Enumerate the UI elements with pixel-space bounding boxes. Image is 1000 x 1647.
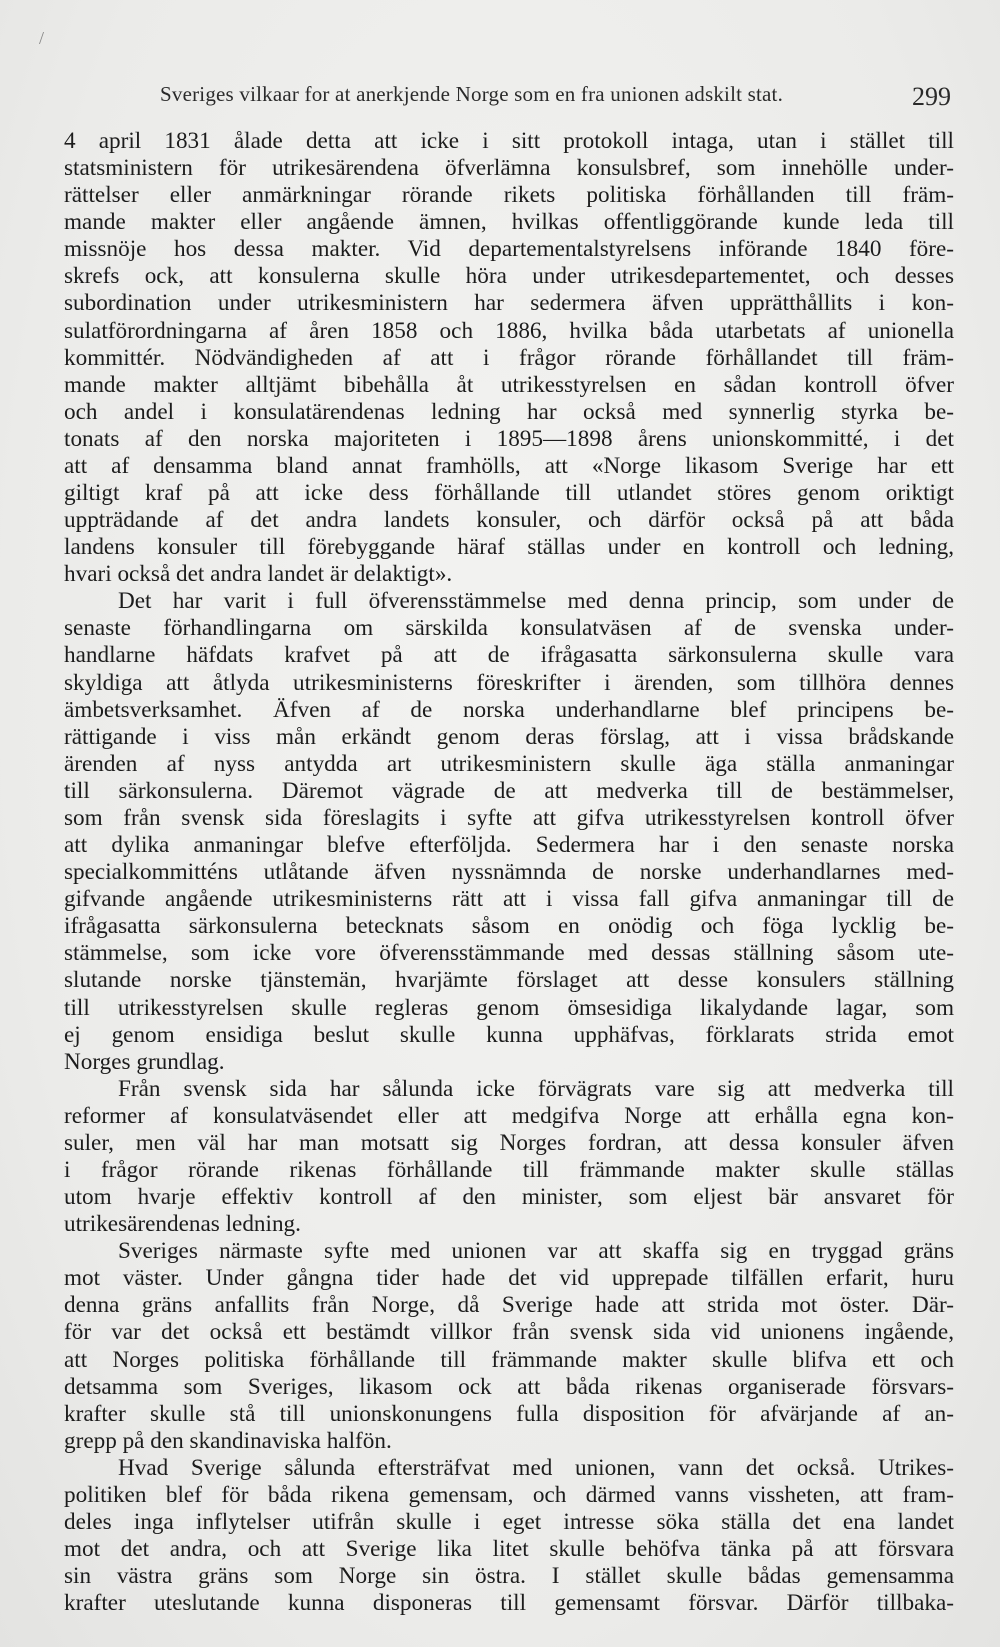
- text-line: Det har varit i full öfverensstämmelse med denna princip, som under de: [118, 588, 954, 615]
- text-line: giltigt kraf på att icke dess förhållande till utlandet störes genom oriktigt: [64, 480, 954, 507]
- text-line: krafter skulle stå till unionskonungens fulla disposition för afvärjande af an-: [64, 1400, 954, 1427]
- text-line: krafter uteslutande kunna disponeras till gemensamt försvar. Därför tillbaka-: [64, 1590, 954, 1617]
- text-line: att af densamma bland annat framhölls, att «Norge likasom Sverige har ett: [64, 452, 954, 479]
- text-line: uppträdande af det andra landets konsuler, och därför också på att båda: [64, 507, 954, 534]
- text-line: denna gräns anfallits från Norge, då Sverige hade att strida mot öster. Där-: [64, 1292, 954, 1319]
- text-line: detsamma som Sveriges, likasom ock att båda rikenas organiserade försvars-: [64, 1373, 954, 1400]
- text-line: ej genom ensidiga beslut skulle kunna upphäfvas, förklarats strida emot: [64, 1021, 954, 1048]
- running-head: Sveriges vilkaar for at anerkjende Norge som en fra unionen adskilt stat.: [160, 82, 784, 106]
- text-line: för var det också ett bestämdt villkor från svensk sida vid unionens ingående,: [64, 1319, 954, 1346]
- text-line: ärenden af nyss antydda art utrikesministern skulle äga ställa anmaningar: [64, 750, 954, 777]
- body-text: [64, 128, 954, 1617]
- text-line: i frågor rörande rikenas förhållande till främmande makter skulle ställas: [64, 1156, 954, 1183]
- text-line: ämbetsverksamhet. Äfven af de norska underhandlarne blef principens be-: [64, 696, 954, 723]
- text-line: missnöje hos dessa makter. Vid departementalstyrelsens införande 1840 före-: [64, 236, 954, 263]
- text-line: Hvad Sverige sålunda eftersträfvat med unionen, vann det också. Utrikes-: [118, 1454, 954, 1481]
- text-line: reformer af konsulatväsendet eller att medgifva Norge att erhålla egna kon-: [64, 1102, 954, 1129]
- corner-mark: /: [39, 28, 45, 48]
- text-line: som från svensk sida föreslagits i syfte att gifva utrikesstyrelsen kontroll öfver: [64, 804, 954, 831]
- text-line: stämmelse, som icke vore öfverensstämmande med dessas ställning såsom ute-: [64, 940, 954, 967]
- text-line: hvari också det andra landet är delaktigt».: [64, 561, 453, 588]
- text-line: 4 april 1831 ålade detta att icke i sitt protokoll intaga, utan i stället till: [64, 128, 954, 154]
- text-line: statsministern för utrikesärendena öfverlämna konsulsbref, som innehölle under-: [64, 155, 954, 182]
- text-line: slutande norske tjänstemän, hvarjämte förslaget att desse konsulers ställning: [64, 967, 954, 994]
- text-line: mot väster. Under gångna tider hade det vid upprepade tilfällen erfarit, huru: [64, 1265, 954, 1292]
- text-line: senaste förhandlingarna om särskilda konsulatväsen af de svenska under-: [64, 615, 954, 642]
- text-line: handlarne häfdats krafvet på att de ifrågasatta särkonsulerna skulle vara: [64, 642, 954, 669]
- text-line: rättelser eller anmärkningar rörande rikets politiska förhållanden till främ-: [64, 182, 954, 209]
- text-line: deles inga inflytelser utifrån skulle i eget intresse söka ställa det ena landet: [64, 1508, 954, 1535]
- text-line: subordination under utrikesministern har sedermera äfven upprätthållits i kon-: [64, 290, 954, 317]
- text-line: ifrågasatta särkonsulerna betecknats såsom en onödig och föga lycklig be-: [64, 913, 954, 940]
- text-line: sin västra gräns som Norge sin östra. I stället skulle bådas gemensamma: [64, 1563, 954, 1590]
- text-line: mande makter alltjämt bibehålla åt utrikesstyrelsen en sådan kontroll öfver: [64, 371, 954, 398]
- text-line: mot det andra, och att Sverige lika litet skulle behöfva tänka på att försvara: [64, 1536, 954, 1563]
- text-line: och andel i konsulatärendenas ledning har också med synnerlig styrka be-: [64, 398, 954, 425]
- text-line: grepp på den skandinaviska halfön.: [64, 1427, 392, 1454]
- text-line: att Norges politiska förhållande till främmande makter skulle blifva ett och: [64, 1346, 954, 1373]
- text-line: Sveriges närmaste syfte med unionen var att skaffa sig en tryggad gräns: [118, 1238, 954, 1265]
- text-line: politiken blef för båda rikena gemensam, och därmed vanns vissheten, att fram-: [64, 1481, 954, 1508]
- text-line: rättigande i viss mån erkändt genom deras förslag, att i vissa brådskande: [64, 723, 954, 750]
- text-line: utrikesärendenas ledning.: [64, 1211, 301, 1238]
- text-line: suler, men väl har man motsatt sig Norges fordran, att dessa konsuler äfven: [64, 1129, 954, 1156]
- text-line: till särkonsulerna. Däremot vägrade de att medverka till de bestämmelser,: [64, 777, 954, 804]
- text-line: utom hvarje effektiv kontroll af den minister, som eljest bär ansvaret för: [64, 1184, 954, 1211]
- text-line: specialkommitténs utlåtande äfven nyssnämnda de norske underhandlarnes med-: [64, 859, 954, 886]
- text-line: Norges grundlag.: [64, 1048, 225, 1075]
- text-line: Från svensk sida har sålunda icke förvägrats vare sig att medverka till: [118, 1075, 954, 1102]
- text-line: till utrikesstyrelsen skulle regleras genom ömsesidiga likalydande lagar, som: [64, 994, 954, 1021]
- text-line: att dylika anmaningar blefve efterföljda. Sedermera har i den senaste norska: [64, 832, 954, 859]
- text-line: sulatförordningarna af åren 1858 och 1886, hvilka båda utarbetats af unionella: [64, 317, 954, 344]
- text-line: tonats af den norska majoriteten i 1895—1898 årens unionskommitté, i det: [64, 425, 954, 452]
- text-line: landens konsuler till förebyggande häraf ställas under en kontroll och ledning,: [64, 534, 954, 561]
- text-line: skyldiga att åtlyda utrikesministerns föreskrifter i ärenden, som tillhöra dennes: [64, 669, 954, 696]
- text-line: gifvande angående utrikesministerns rätt att i vissa fall gifva anmaningar till de: [64, 886, 954, 913]
- page-number: 299: [912, 82, 951, 111]
- text-line: mande makter eller angående ämnen, hvilkas offentliggörande kunde leda till: [64, 209, 954, 236]
- text-line: skrefs ock, att konsulerna skulle höra under utrikesdepartementet, och desses: [64, 263, 954, 290]
- text-line: kommittér. Nödvändigheden af att i frågor rörande förhållandet till främ-: [64, 344, 954, 371]
